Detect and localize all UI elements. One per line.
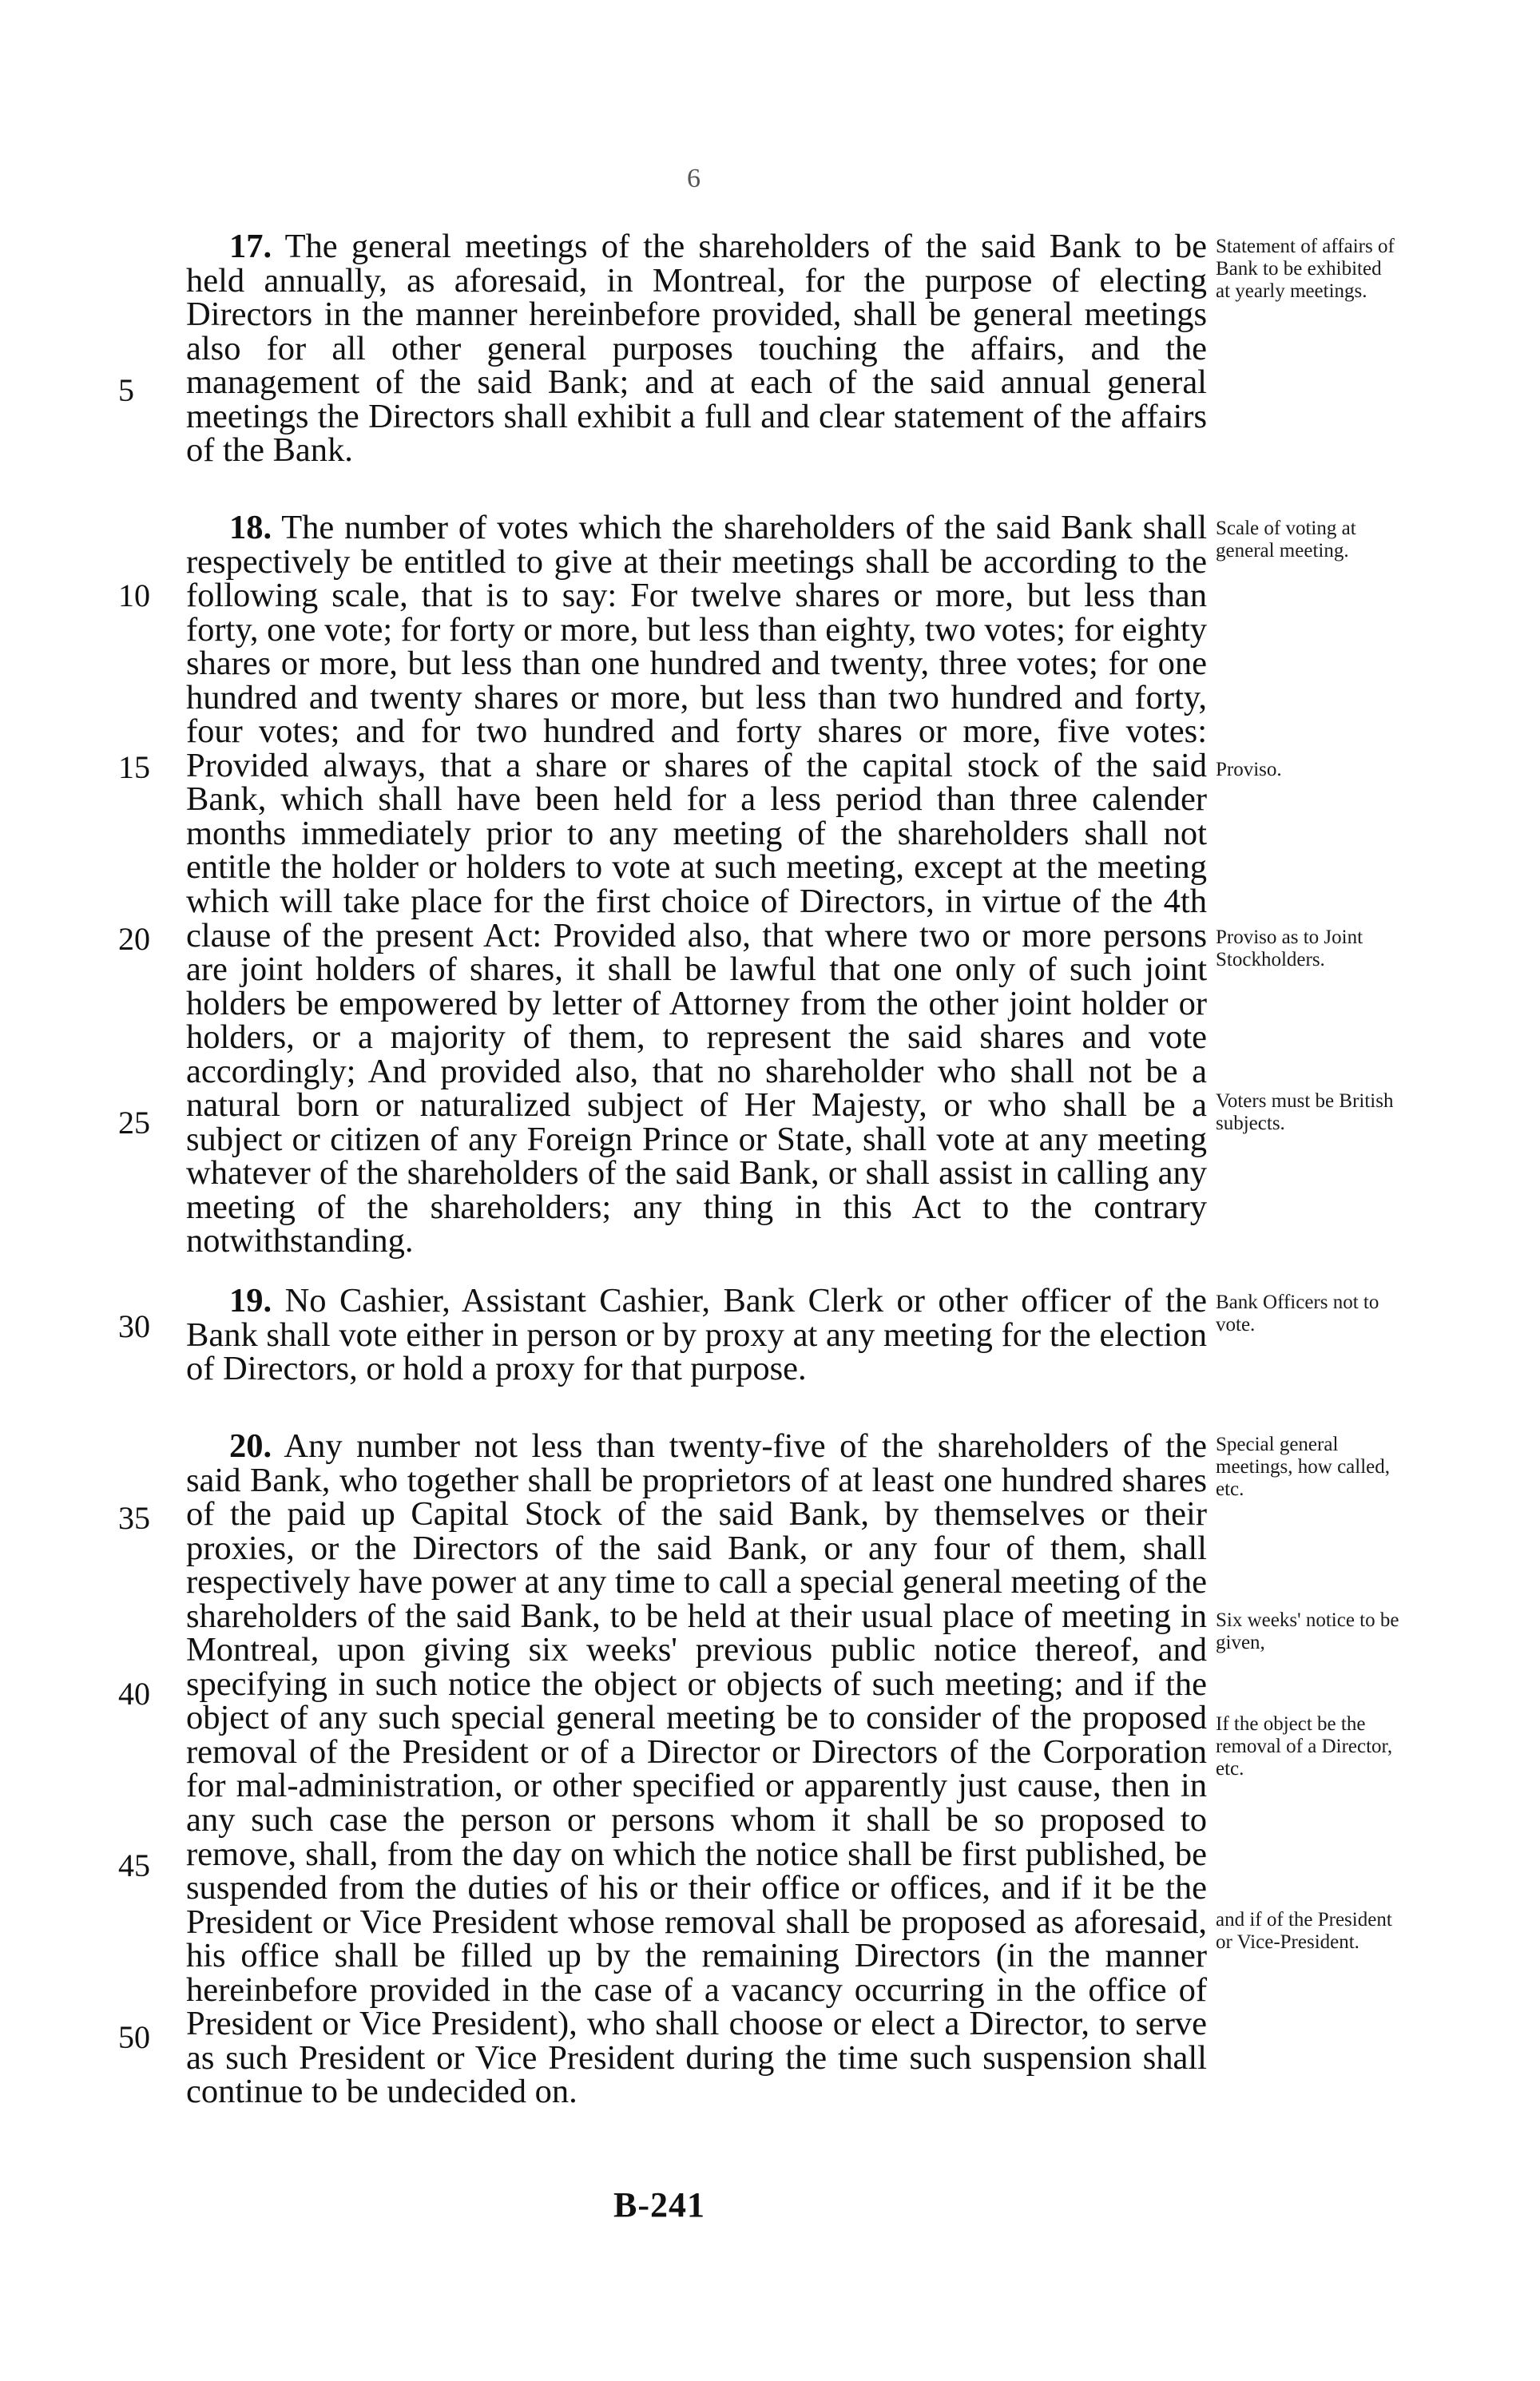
margin-note: Statement of affairs of Bank to be exhibited at yearly meetings. [1216,236,1395,302]
margin-note: Voters must be British subjects. [1216,1090,1394,1134]
section-paragraph [186,230,1207,468]
section-number: 20. [229,1427,272,1465]
section-number: 19. [229,1282,272,1319]
line-number: 40 [118,1676,150,1712]
line-number: 20 [118,921,150,957]
line-number: 45 [118,1847,150,1883]
margin-note: and if of the President or Vice-President. [1216,1909,1392,1953]
footer-signature: B-241 [613,2185,705,2224]
section-text: The general meetings of the shareholders of the said Bank to be held annually, as aforesaid, in Montreal, for the purpose of electing Directors in the manner hereinbefore provided, shall be general meetings also for all other general purposes touching the affairs, and the management of the said Bank; and at each of the said annual general meetings the Directors shall exhibit a full and clear statement of the affairs of the Bank. [186,228,1208,470]
page-mark: 6 [687,164,701,193]
line-number: 25 [118,1105,150,1141]
section-19 [186,1284,1207,1387]
section-paragraph [186,1284,1207,1387]
section-number: 18. [229,509,272,546]
section-20 [186,1427,1208,2111]
line-number: 35 [118,1500,150,1536]
margin-note: Bank Officers not to vote. [1216,1292,1379,1335]
line-number: 5 [118,372,134,408]
line-number: 10 [118,577,150,613]
margin-note: Six weeks' notice to be given, [1216,1609,1399,1653]
line-number: 50 [118,2019,150,2055]
section-text: No Cashier, Assistant Cashier, Bank Clerk or other officer of the Bank shall vote either in person or by proxy at any meeting for the election of Directors, or hold a proxy for that purpose. [186,1282,1207,1388]
margin-note: Proviso. [1216,759,1282,780]
section-paragraph [186,511,1207,1259]
margin-note: Proviso as to Joint Stockholders. [1216,927,1363,970]
margin-note: Scale of voting at general meeting. [1216,518,1356,562]
section-text: Any number not less than twenty-five of the shareholders of the said Bank, who together shall be proprietors of at least one hundred shares of the paid up Capital Stock of the said Bank, by themselves or their proxies, or the Directors of the said Bank, or any four of them, shall respectively have power at any time to call a special general meeting of the shareholders of the said Bank, to be held at their usual place of meeting in Montreal, upon giving six weeks' previous public notice thereof, and specifying in such notice the object or objects of such meeting; and if the object of any such special general meeting be to consider of the proposed removal of the President or of a Director or Directors of the Corporation for mal-administration, or other specified or apparently just cause, then in any such case the person or persons whom it shall be so proposed to remove, shall, from the day on which the notice shall be first published, be suspended from the duties of his or their office or offices, and if it be the President or Vice President whose removal shall be proposed as aforesaid, his office shall be filled up by the remaining Directors (in the manner hereinbefore provided in the case of a vacancy occurring in the office of President or Vice President), who shall choose or elect a Director, to serve as such President or Vice President during the time such suspension shall continue to be undecided on. [186,1427,1208,2111]
section-17 [186,230,1207,468]
margin-note: Special general meetings, how called, etc. [1216,1434,1390,1500]
line-number: 15 [118,749,150,785]
line-number: 30 [118,1308,150,1344]
section-paragraph [186,1427,1208,2111]
section-text: The number of votes which the shareholders of the said Bank shall respectively be entitled to give at their meetings shall be according to the following scale, that is to say: For twelve shares or more, but less than forty, one vote; for forty or more, but less than eighty, two votes; for eighty shares or more, but less than one hundred and twenty, three votes; for one hundred and twenty shares or more, but less than two hundred and forty, four votes; and for two hundred and forty shares or more, five votes: Provided always, that a share or shares of the capital stock of the said Bank, which shall have been held for a less period than three calender months immediately prior to any meeting of the shareholders shall not entitle the holder or holders to vote at such meeting, except at the meeting which will take place for the first choice of Directors, in virtue of the 4th clause of the present Act: Provided also, that where two or more persons are joint holders of shares, it shall be lawful that one only of such joint holders be empowered by letter of Attorney from the other joint holder or holders, or a majority of them, to represent the said shares and vote accordingly; And provided also, that no shareholder who shall not be a natural born or naturalized subject of Her Majesty, or who shall be a subject or citizen of any Foreign Prince or State, shall vote at any meeting whatever of the shareholders of the said Bank, or shall assist in calling any meeting of the shareholders; any thing in this Act to the contrary notwithstanding. [186,509,1208,1260]
margin-note: If the object be the removal of a Director, etc. [1216,1713,1393,1780]
section-number: 17. [229,228,272,265]
section-18 [186,511,1207,1259]
